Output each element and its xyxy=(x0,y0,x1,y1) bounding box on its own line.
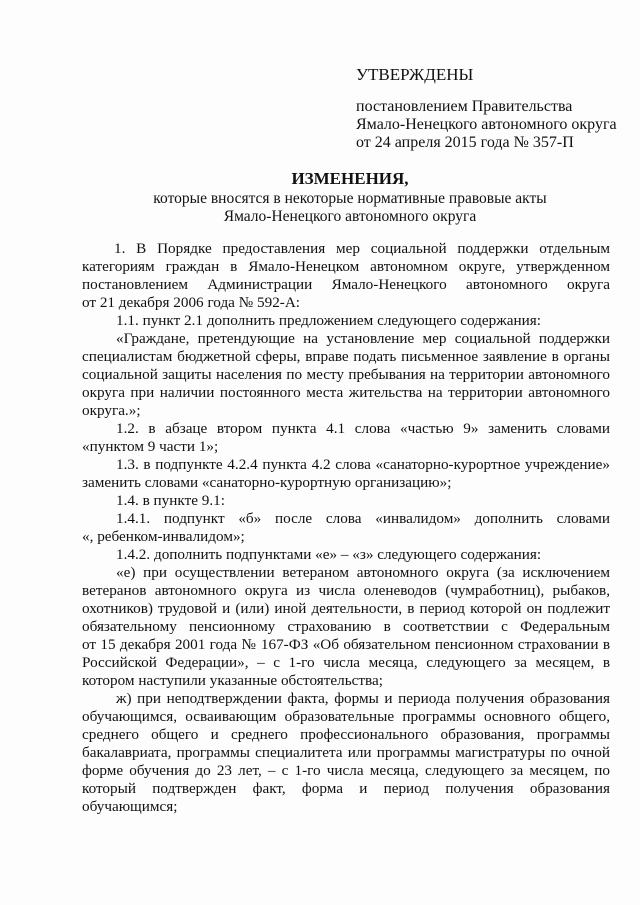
body-line: округа.»; xyxy=(82,402,141,419)
body-line: котором наступили указанные обстоятельства; xyxy=(82,672,383,689)
body-line: специалистам бюджетной сферы, вправе подать письменное заявление в органы xyxy=(82,348,610,365)
body-line: заменить словами «санаторно-курортную организацию»; xyxy=(82,474,452,491)
body-line: охотников) трудовой и (или) иной деятельности, в период которой он подлежит xyxy=(82,600,610,617)
title-sub-line: Ямало-Ненецкого автономного округа xyxy=(223,208,477,225)
body-line: обязательному пенсионному страхованию в соответствии с Федеральным xyxy=(82,618,610,635)
body-line: ветеранов автономного округа из числа оленеводов (чумработниц), рыбаков, xyxy=(82,582,610,599)
body-line: «Граждане, претендующие на установление мер социальной поддержки xyxy=(116,330,610,347)
approval-line: постановлением Правительства xyxy=(356,98,573,115)
body-line: «пунктом 9 части 1»; xyxy=(82,438,219,455)
document-body xyxy=(82,240,610,816)
body-line: 1.3. в подпункте 4.2.4 пункта 4.2 слова «санаторно-курортное учреждение» xyxy=(116,456,610,473)
body-line: категориям граждан в Ямало-Ненецком автономном округе, утвержденном xyxy=(82,258,610,275)
body-line: социальной защиты населения по месту пребывания на территории автономного xyxy=(82,366,610,383)
body-line: 1.4.2. дополнить подпунктами «е» – «з» следующего содержания: xyxy=(116,546,542,563)
body-line: который подтвержден факт, форма и период получения образования xyxy=(82,780,610,797)
body-line: округа при наличии постоянного места жительства на территории автономного xyxy=(82,384,610,401)
body-line: форме обучения до 23 лет, – с 1-го числа месяца, следующего за месяцем, по xyxy=(82,762,610,779)
body-line: «, ребенком-инвалидом»; xyxy=(82,528,245,545)
body-line: ж) при неподтверждении факта, формы и периода получения образования xyxy=(116,690,610,707)
body-line: от 21 декабря 2006 года № 592-А: xyxy=(82,294,301,311)
body-line: от 15 декабря 2001 года № 167-ФЗ «Об обязательном пенсионном страховании в xyxy=(82,636,610,653)
body-line: постановлением Администрации Ямало-Ненецкого автономного округа xyxy=(82,276,610,293)
body-line: 1.1. пункт 2.1 дополнить предложением следующего содержания: xyxy=(116,312,541,329)
body-line: среднего общего и среднего профессионального образования, программы xyxy=(82,726,610,743)
approval-line: от 24 апреля 2015 года № 357-П xyxy=(356,134,574,151)
body-line: бакалавриата, программы специалитета или программы магистратуры по очной xyxy=(82,744,610,761)
approval-line: Ямало-Ненецкого автономного округа xyxy=(356,116,617,133)
approval-stamp xyxy=(356,66,617,152)
body-line: обучающимся; xyxy=(82,798,178,815)
body-line: 1.2. в абзаце втором пункта 4.1 слова «частью 9» заменить словами xyxy=(116,420,610,437)
title-main: ИЗМЕНЕНИЯ, xyxy=(291,169,409,188)
body-line: 1. В Порядке предоставления мер социальной поддержки отдельным xyxy=(114,240,610,257)
document-title xyxy=(80,170,620,226)
body-line: 1.4.1. подпункт «б» после слова «инвалидом» дополнить словами xyxy=(116,510,610,527)
body-line: «е) при осуществлении ветераном автономного округа (за исключением xyxy=(116,564,610,581)
body-line: Российской Федерации», – с 1-го числа месяца, следующего за месяцем, в xyxy=(82,654,610,671)
title-sub-line: которые вносятся в некоторые нормативные правовые акты xyxy=(153,190,547,207)
approval-heading: УТВЕРЖДЕНЫ xyxy=(356,65,474,84)
body-line: 1.4. в пункте 9.1: xyxy=(116,492,225,509)
body-line: обучающимся, осваивающим образовательные программы основного общего, xyxy=(82,708,610,725)
